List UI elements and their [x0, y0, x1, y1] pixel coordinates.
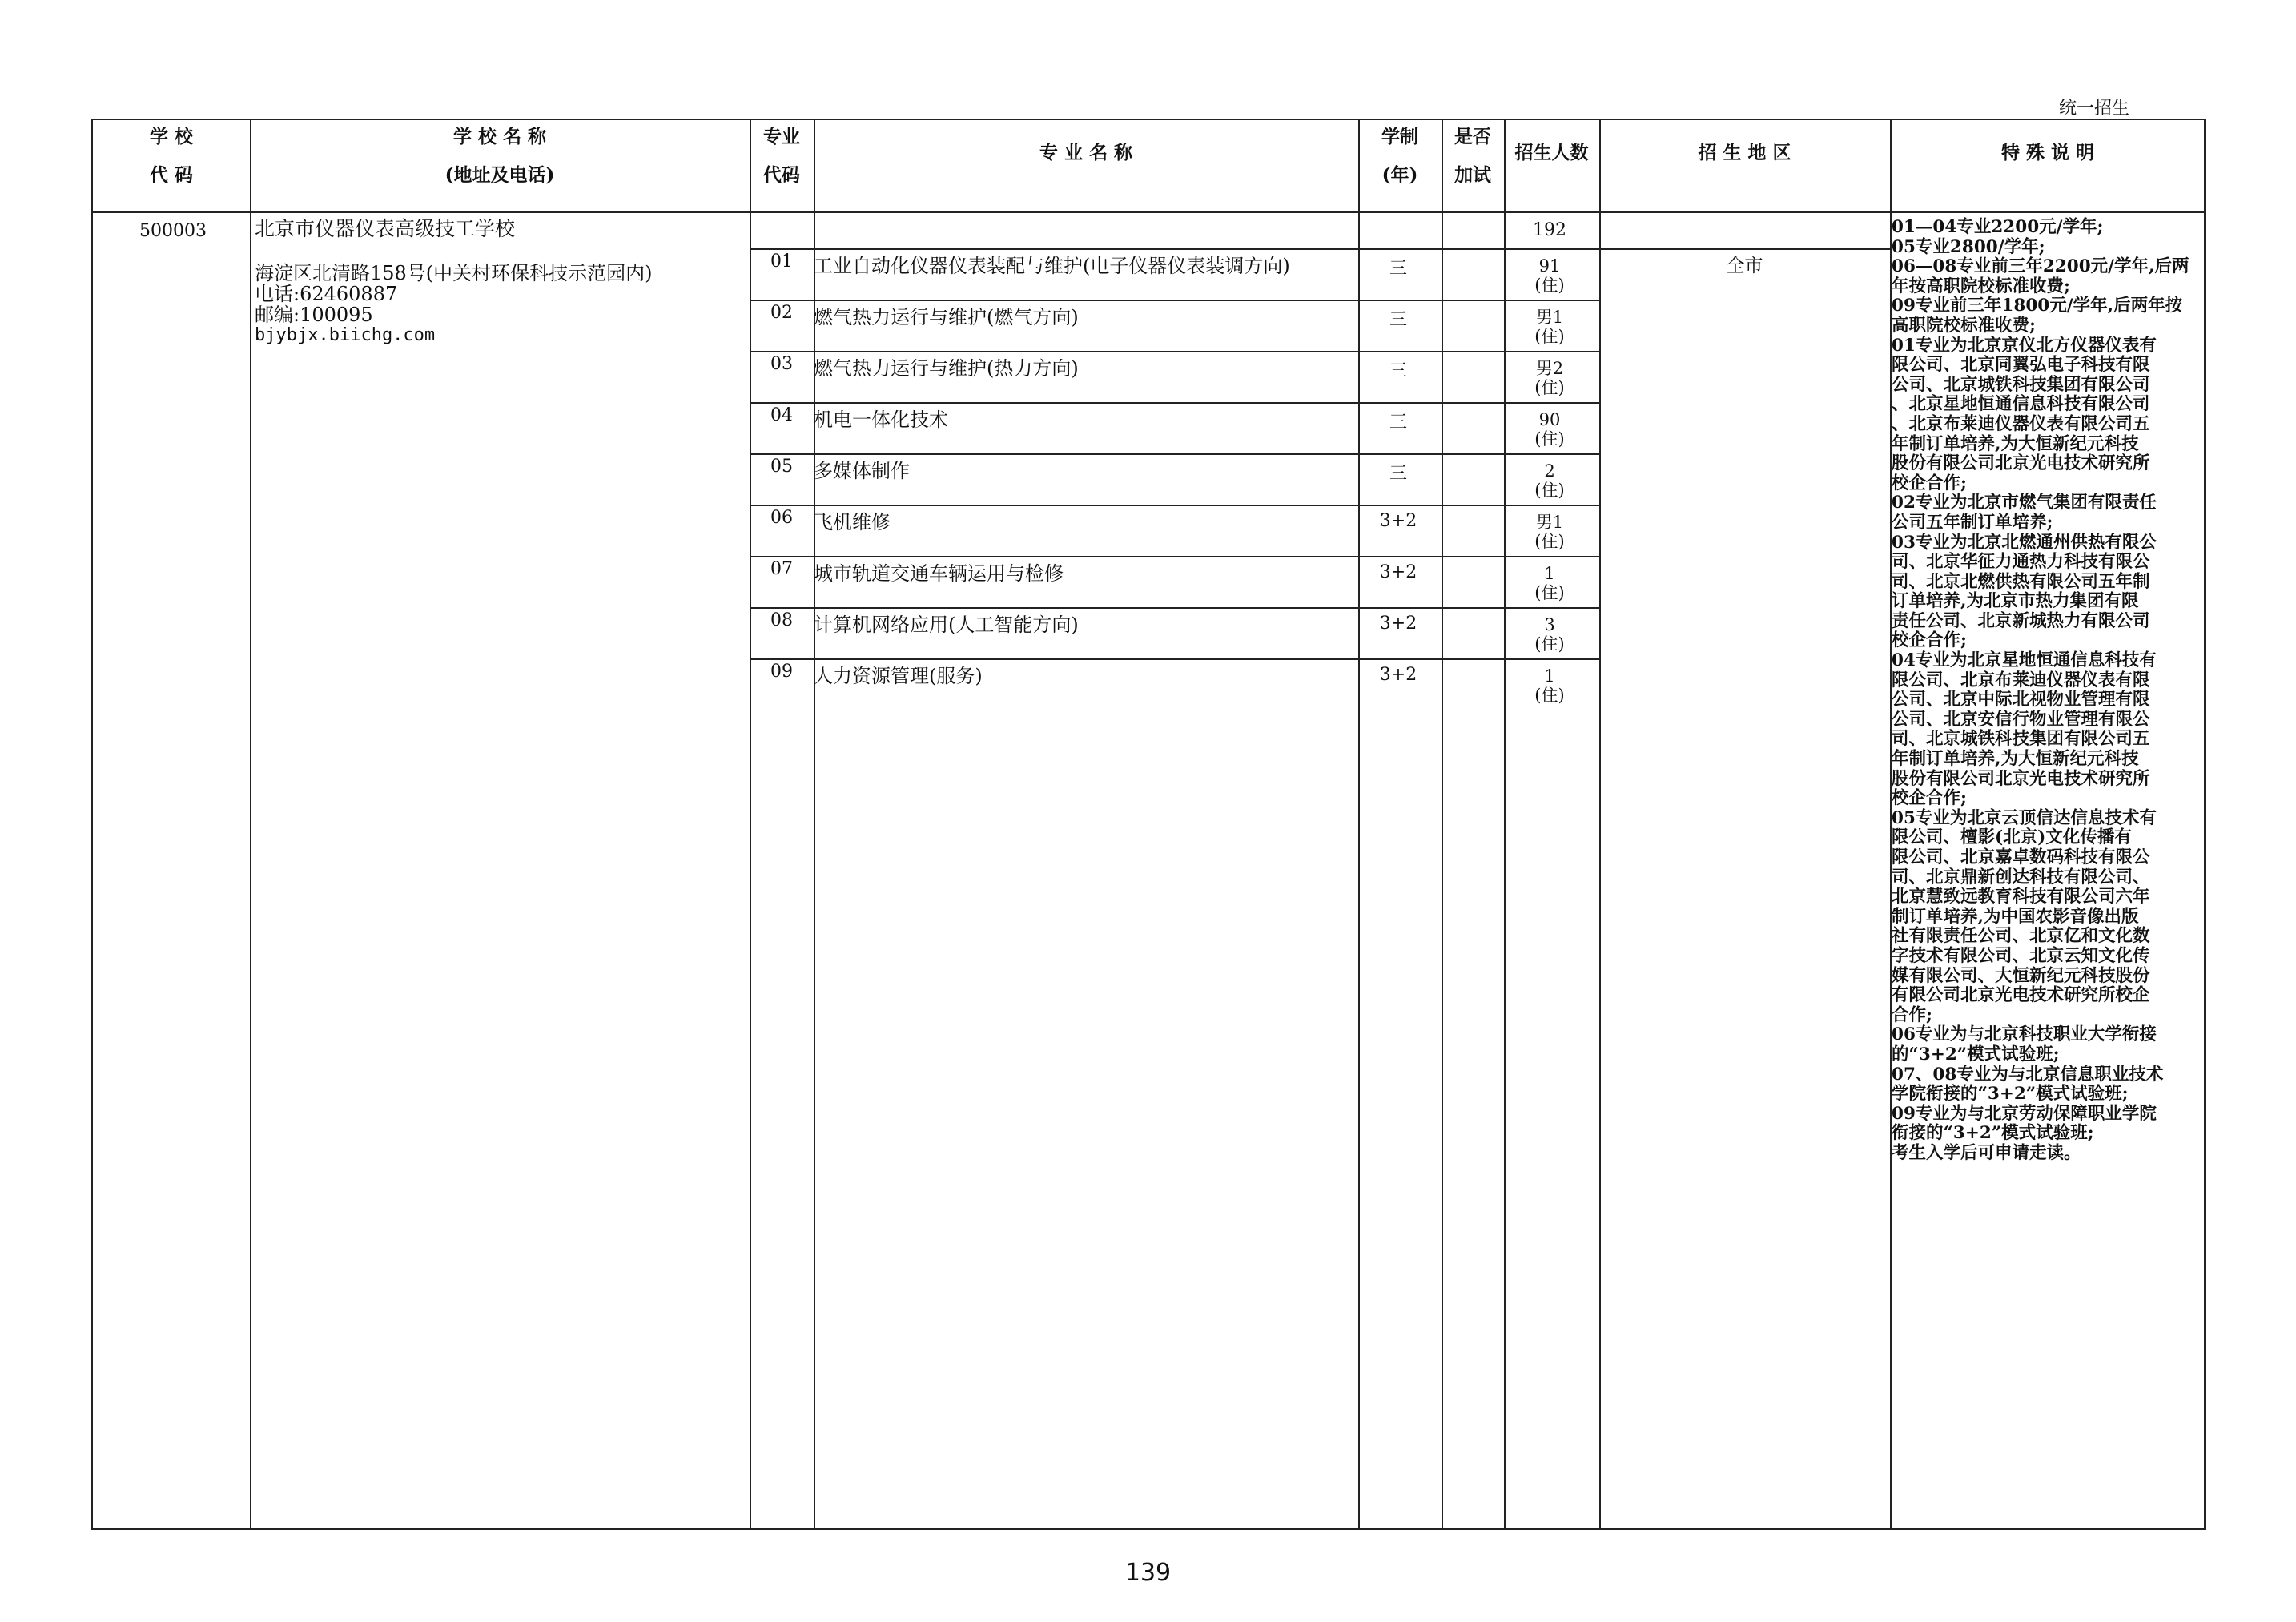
major-name: 燃气热力运行与维护(热力方向)	[814, 357, 1079, 380]
major-code: 02	[770, 303, 793, 323]
major-count: 1	[1544, 666, 1555, 686]
boarding-mark: (住)	[1534, 481, 1565, 500]
major-name: 多媒体制作	[814, 460, 910, 482]
major-name: 燃气热力运行与维护(燃气方向)	[814, 306, 1079, 328]
major-years: 三	[1389, 413, 1407, 433]
major-code: 01	[770, 252, 793, 272]
major-count: 3	[1544, 615, 1555, 634]
header-notes: 特 殊 说 明	[2000, 142, 2095, 163]
page-number: 139	[1124, 1559, 1172, 1587]
major-code: 09	[770, 662, 793, 682]
major-years: 三	[1389, 310, 1407, 330]
major-count: 90	[1538, 410, 1561, 429]
boarding-mark: (住)	[1534, 378, 1565, 397]
major-code: 06	[770, 508, 793, 528]
major-name: 工业自动化仪器仪表装配与维护(电子仪器仪表装调方向)	[814, 255, 1290, 277]
major-code: 05	[770, 457, 793, 477]
major-name: 计算机网络应用(人工智能方向)	[814, 614, 1079, 636]
header-enrollment: 招生人数	[1514, 142, 1589, 163]
school-postcode: 邮编:100095	[255, 304, 373, 326]
corner-label: 统一招生	[2058, 99, 2129, 119]
boarding-mark: (住)	[1534, 532, 1565, 551]
major-years: 3+2	[1379, 562, 1417, 582]
header-years: 学制 (年)	[1381, 126, 1418, 186]
major-years: 3+2	[1379, 614, 1417, 634]
major-count: 男1	[1535, 513, 1564, 532]
total-enrollment: 192	[1533, 220, 1566, 240]
major-years: 3+2	[1379, 511, 1417, 531]
major-name: 机电一体化技术	[814, 409, 948, 431]
boarding-mark: (住)	[1534, 327, 1565, 346]
header-region: 招 生 地 区	[1698, 142, 1791, 163]
major-years: 3+2	[1379, 665, 1417, 685]
header-major-name: 专 业 名 称	[1039, 142, 1133, 163]
header-school-name: 学 校 名 称 (地址及电话)	[444, 126, 555, 186]
boarding-mark: (住)	[1534, 276, 1565, 295]
school-address: 海淀区北清路158号(中关村环保科技示范园内)	[255, 262, 653, 284]
major-count: 2	[1544, 461, 1555, 481]
boarding-mark: (住)	[1534, 634, 1565, 654]
col-divider	[750, 120, 751, 1528]
school-code: 500003	[139, 221, 207, 241]
enrollment-region: 全市	[1726, 256, 1763, 276]
major-code: 03	[770, 354, 793, 374]
major-code: 04	[770, 405, 793, 425]
boarding-mark: (住)	[1534, 583, 1565, 602]
boarding-mark: (住)	[1534, 429, 1565, 449]
header-major-code: 专业 代码	[763, 126, 800, 186]
major-count: 91	[1538, 256, 1561, 276]
school-name: 北京市仪器仪表高级技工学校	[255, 217, 516, 240]
col-divider	[1599, 120, 1601, 1528]
major-count: 男1	[1535, 308, 1564, 327]
boarding-mark: (住)	[1534, 686, 1565, 705]
major-name: 城市轨道交通车辆运用与检修	[814, 562, 1064, 585]
major-count: 男2	[1535, 359, 1564, 378]
major-name: 飞机维修	[814, 511, 891, 533]
col-divider	[1358, 120, 1360, 1528]
major-years: 三	[1389, 464, 1407, 484]
school-website: bjybjx.biichg.com	[255, 325, 436, 345]
school-address-block	[255, 263, 653, 346]
major-code: 08	[770, 610, 793, 630]
col-divider	[814, 120, 815, 1528]
special-notes: 01—04专业2200元/学年; 05专业2800/学年; 06—08专业前三年2200元/学年,后两 年按高职院校标准收费; 09专业前三年1800元/学年,后两年按 高职院校标准收费; 01专业为北京京仪北方仪器仪表有 限公司、北京同翼弘电子科技有限 公司、北京城铁科技集团有限公司 、北京星地恒通信息科技有限公司 、北京布莱迪仪器仪表有限公司五 年制订单培养,为大恒新纪元科技 股份有限公司北京光电技术研究所 校企合作; 02专业为北京市燃气集团有限责任 公司五年制订单培养; 03专业为北京北燃通州供热有限公 司、北京华征力通热力科技有限公 司、北京北燃供热有限公司五年制 订单培养,为北京市热力集团有限 责任公司、北京新城热力有限公司 校企合作; 04专业为北京星地恒通信息科技有 限公司、北京布莱迪仪器仪表有限 公司、北京中际北视物业管理有限 公司、北京安信行物业管理有限公 司、北京城铁科技集团有限公司五 年制订单培养,为大恒新纪元科技 股份有限公司北京光电技术研究所 校企合作; 05专业为北京云顶信达信息技术有 限公司、檀影(北京)文化传播有 限公司、北京嘉卓数码科技有限公 司、北京鼎新创达科技有限公司、 北京慧致远教育科技有限公司六年 制订单培养,为中国农影音像出版 社有限责任公司、北京亿和文化数 字技术有限公司、北京云知文化传 媒有限公司、大恒新纪元科技股份 有限公司北京光电技术研究所校企 合作; 06专业为与北京科技职业大学衔接 的“3+2”模式试验班; 07、08专业为与北京信息职业技术 学院衔接的“3+2”模式试验班; 09专业为与北京劳动保障职业学院 衔接的“3+2”模式试验班; 考生入学后可申请走读。	[1892, 217, 2189, 1163]
major-years: 三	[1389, 361, 1407, 381]
header-divider	[93, 211, 2204, 213]
header-school-code: 学 校 代 码	[149, 126, 193, 186]
major-years: 三	[1389, 259, 1407, 279]
major-name: 人力资源管理(服务)	[814, 665, 983, 687]
col-divider	[250, 120, 251, 1528]
major-code: 07	[770, 559, 793, 579]
school-phone: 电话:62460887	[255, 283, 398, 305]
col-divider	[1442, 120, 1443, 1528]
header-extra-test: 是否 加试	[1454, 126, 1491, 186]
major-count: 1	[1544, 564, 1555, 583]
